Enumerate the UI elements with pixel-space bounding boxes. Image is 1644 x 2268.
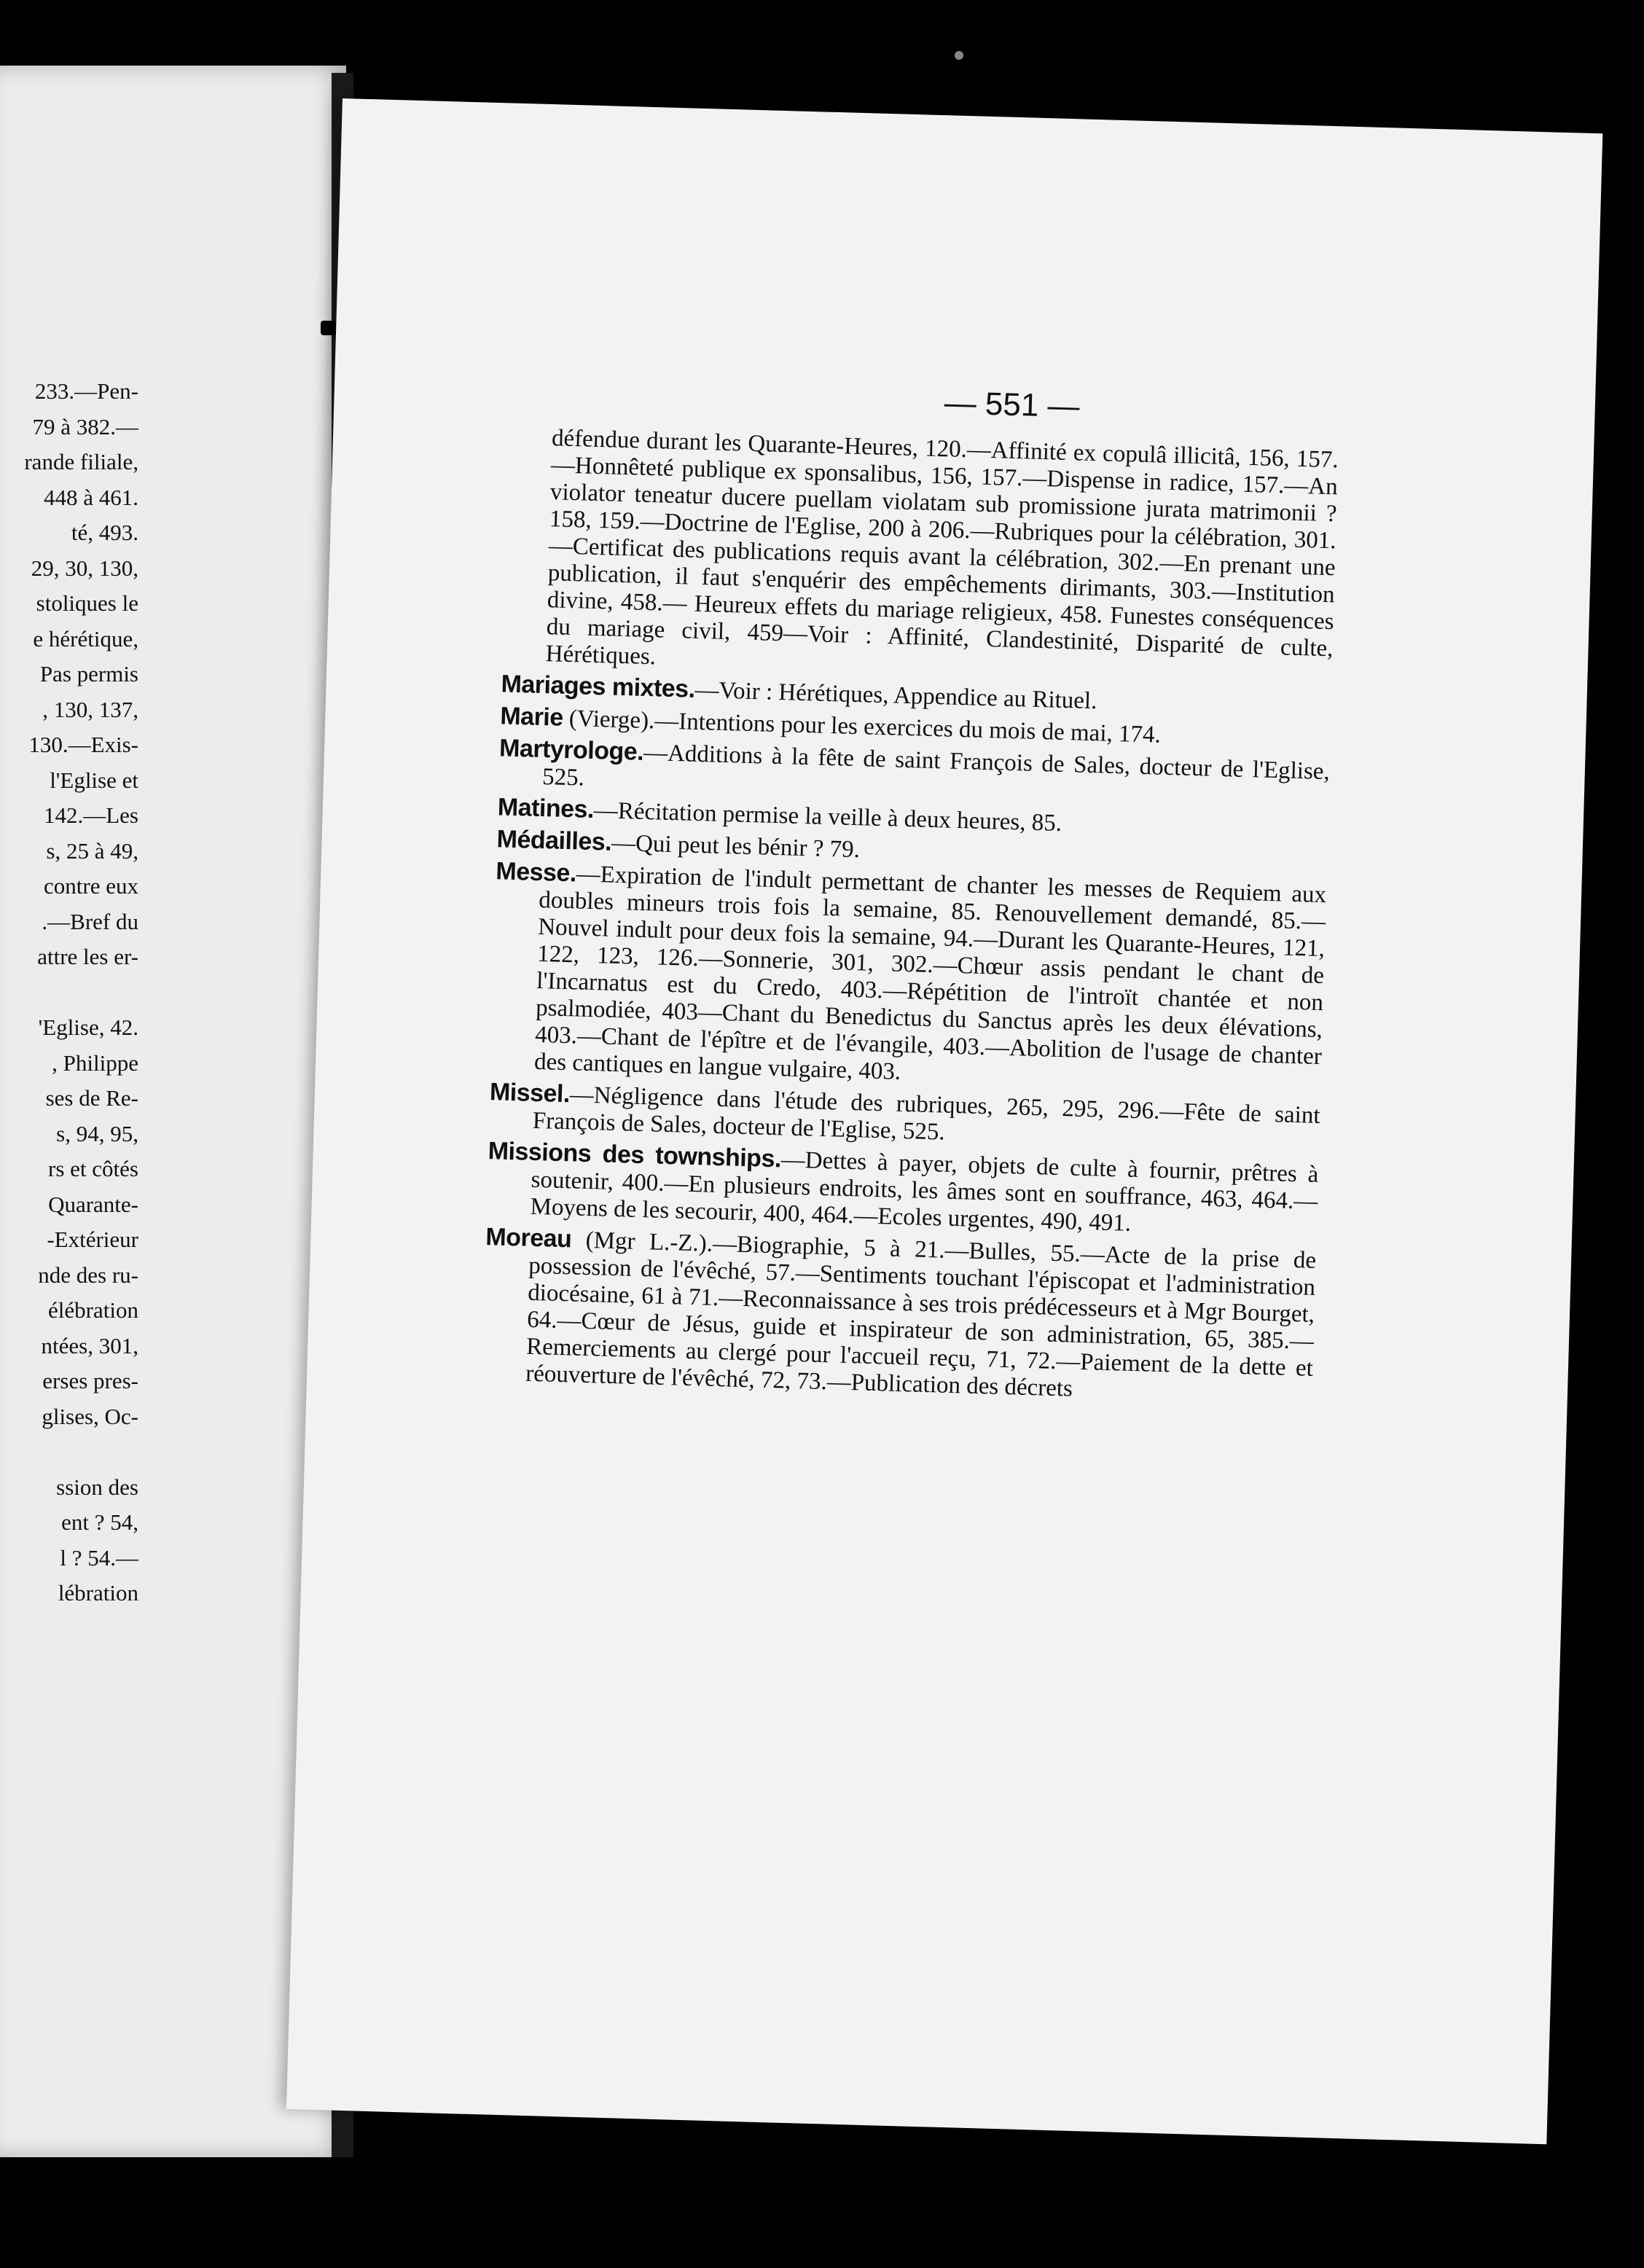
index-body [482,424,1339,1414]
index-entry-text: —Expiration de l'indult permettant de chanter les messes de Requiem aux doubles mineurs trois fois la semaine, 85. Renouvellement demandé, 85.—Nouvel indult pour deux fois la semaine, 94.—Durant les Quarante-Heures, 121, 122, 123, 126.—Sonnerie, 301, 302.—Chœur assis pendant le chant de l'Incarnatus est du Credo, 403.—Répétition de l'introït chantée et non psalmodiée, 403—Chant du Benedictus du Sanctus après les deux élévations, 403.—Chant de l'épître et de l'évangile, 403.—Abolition de l'usage de chanter des cantiques en langue vulgaire, 403. [533,861,1327,1085]
left-page-text-fragment: Quarante- [48,1192,138,1217]
left-page-text-fragment: l ? 54.— [60,1545,138,1571]
index-entry-heading: Marie [499,702,564,732]
index-entry [490,858,1327,1098]
right-page [286,98,1602,2144]
index-entry-text: (Vierge).—Intentions pour les exercices du mois de mai, 174. [563,705,1162,748]
left-page-text-fragment: té, 493. [71,520,138,545]
index-entry-heading: Missel. [489,1078,571,1108]
left-page-text-fragment: 142.—Les [43,803,138,828]
left-page-text-fragment: , 130, 137, [42,697,138,722]
left-page-text-fragment: s, 94, 95, [56,1121,138,1146]
index-entry-text: (Mgr L.-Z.).—Biographie, 5 à 21.—Bulles, 55.—Acte de la prise de possession de l'évêché, 57.—Sentiments touchant l'épiscopat et l'administration diocésaine, 61 à 71.—Reconnaissance à ses trois prédécesseurs et à Mgr Bourget, 64.—Cœur de Jésus, guide et inspirateur de son administration, 65, 385.—Remerciements au clergé pour l'accueil reçu, 71, 72.—Paiement de la dette et réouverture de l'évêché, 72, 73.—Publication des décrets [525,1227,1317,1402]
index-entry-heading: Mariages mixtes. [501,670,696,703]
continuation-entry: défendue durant les Quarante-Heures, 120.—Affinité ex copulâ illicitâ, 156, 157.—Honnêteté publique ex sponsalibus, 156, 157.—Dispense in radice, 157.—An violator teneatur ducere puellam violatam sub promissione jurata matrimonii ? 158, 159.—Doctrine de l'Eglise, 200 à 206.—Rubriques pour la célébration, 301.—Certificat des publications requis avant la célébration, 302.—En prenant une publication, il faut s'enquérir des empêchements dirimants, 303.—Institution divine, 458.— Heureux effets du mariage religieux, 458. Funestes conséquences du mariage civil, 459—Voir : Affinité, Clandestinité, Disparité de culte, Hérétiques. [545,425,1339,670]
index-entry-text: —Voir : Hérétiques, Appendice au Rituel. [694,676,1097,715]
index-entries [482,670,1332,1409]
left-page-text-fragment: 130.—Exis- [28,732,138,757]
index-entry-heading: Martyrologe. [498,734,644,766]
left-page-text-fragment: contre eux [44,874,138,899]
index-entry-heading: Médailles. [496,825,612,856]
left-page-text-fragment: ses de Re- [45,1086,138,1111]
left-page-text-fragment: ent ? 54, [61,1510,138,1535]
left-page-text-fragment: 233.—Pen- [34,379,138,404]
left-page-text-fragment: lébration [58,1581,138,1606]
left-page-text-fragment: ntées, 301, [41,1333,138,1358]
dust-speck [955,51,963,60]
left-page-text-fragment: rs et côtés [48,1157,138,1181]
left-page-text-fragment: s, 25 à 49, [46,838,138,864]
left-page-text-fragment: 29, 30, 130, [31,555,138,581]
left-page-text-fragment: attre les er- [37,945,138,969]
index-entry-heading: Moreau [485,1223,572,1254]
left-page-text-fragment: Pas permis [39,662,138,687]
left-page-text-fragment: glises, Oc- [42,1404,138,1429]
index-entry-text: —Négligence dans l'étude des rubriques, 265, 295, 296.—Fête de saint François de Sales, docteur de l'Eglise, 525. [532,1082,1321,1146]
index-entry-heading: Messe. [495,857,577,888]
left-page-text-fragment: l'Eglise et [50,767,138,793]
left-page-text-fragment: nde des ru- [38,1262,138,1288]
index-entry-heading: Missions des townships. [488,1137,782,1173]
left-page-text-fragment: élébration [48,1298,138,1323]
index-entry-text: —Additions à la fête de saint François de Sales, docteur de l'Eglise, 525. [541,739,1331,791]
index-entry [482,1224,1317,1409]
left-page-text-fragment: -Extérieur [47,1227,138,1252]
left-page-text-fragment: rande filiale, [24,450,138,474]
left-page-text-fragment: , Philippe [52,1050,138,1076]
left-page-text-fragment: 448 à 461. [43,485,138,510]
left-page-text-fragment: ssion des [56,1474,138,1500]
page-number: — 551 — [944,385,1081,425]
left-page-text-fragment: stoliques le [36,591,138,616]
index-entry-text: —Récitation permise la veille à deux heures, 85. [593,797,1062,837]
left-page-text-fragment: .—Bref du [42,909,138,934]
index-entry-heading: Matines. [497,793,595,824]
index-entry-text: —Qui peut les bénir ? 79. [611,829,861,864]
left-page-text-fragment: 'Eglise, 42. [38,1015,138,1040]
index-entry-text: —Dettes à payer, objets de culte à fournir, prêtres à soutenir, 400.—En plusieurs endroits, les âmes sont en souffrance, 463, 464.—Moyens de les secourir, 400, 464.—Ecoles urgentes, 490, 491. [530,1146,1319,1237]
left-page-text-fragment: e hérétique, [33,626,138,652]
left-page-text-fragment: 79 à 382.— [32,414,138,439]
left-page-text-fragment: erses pres- [42,1369,138,1393]
